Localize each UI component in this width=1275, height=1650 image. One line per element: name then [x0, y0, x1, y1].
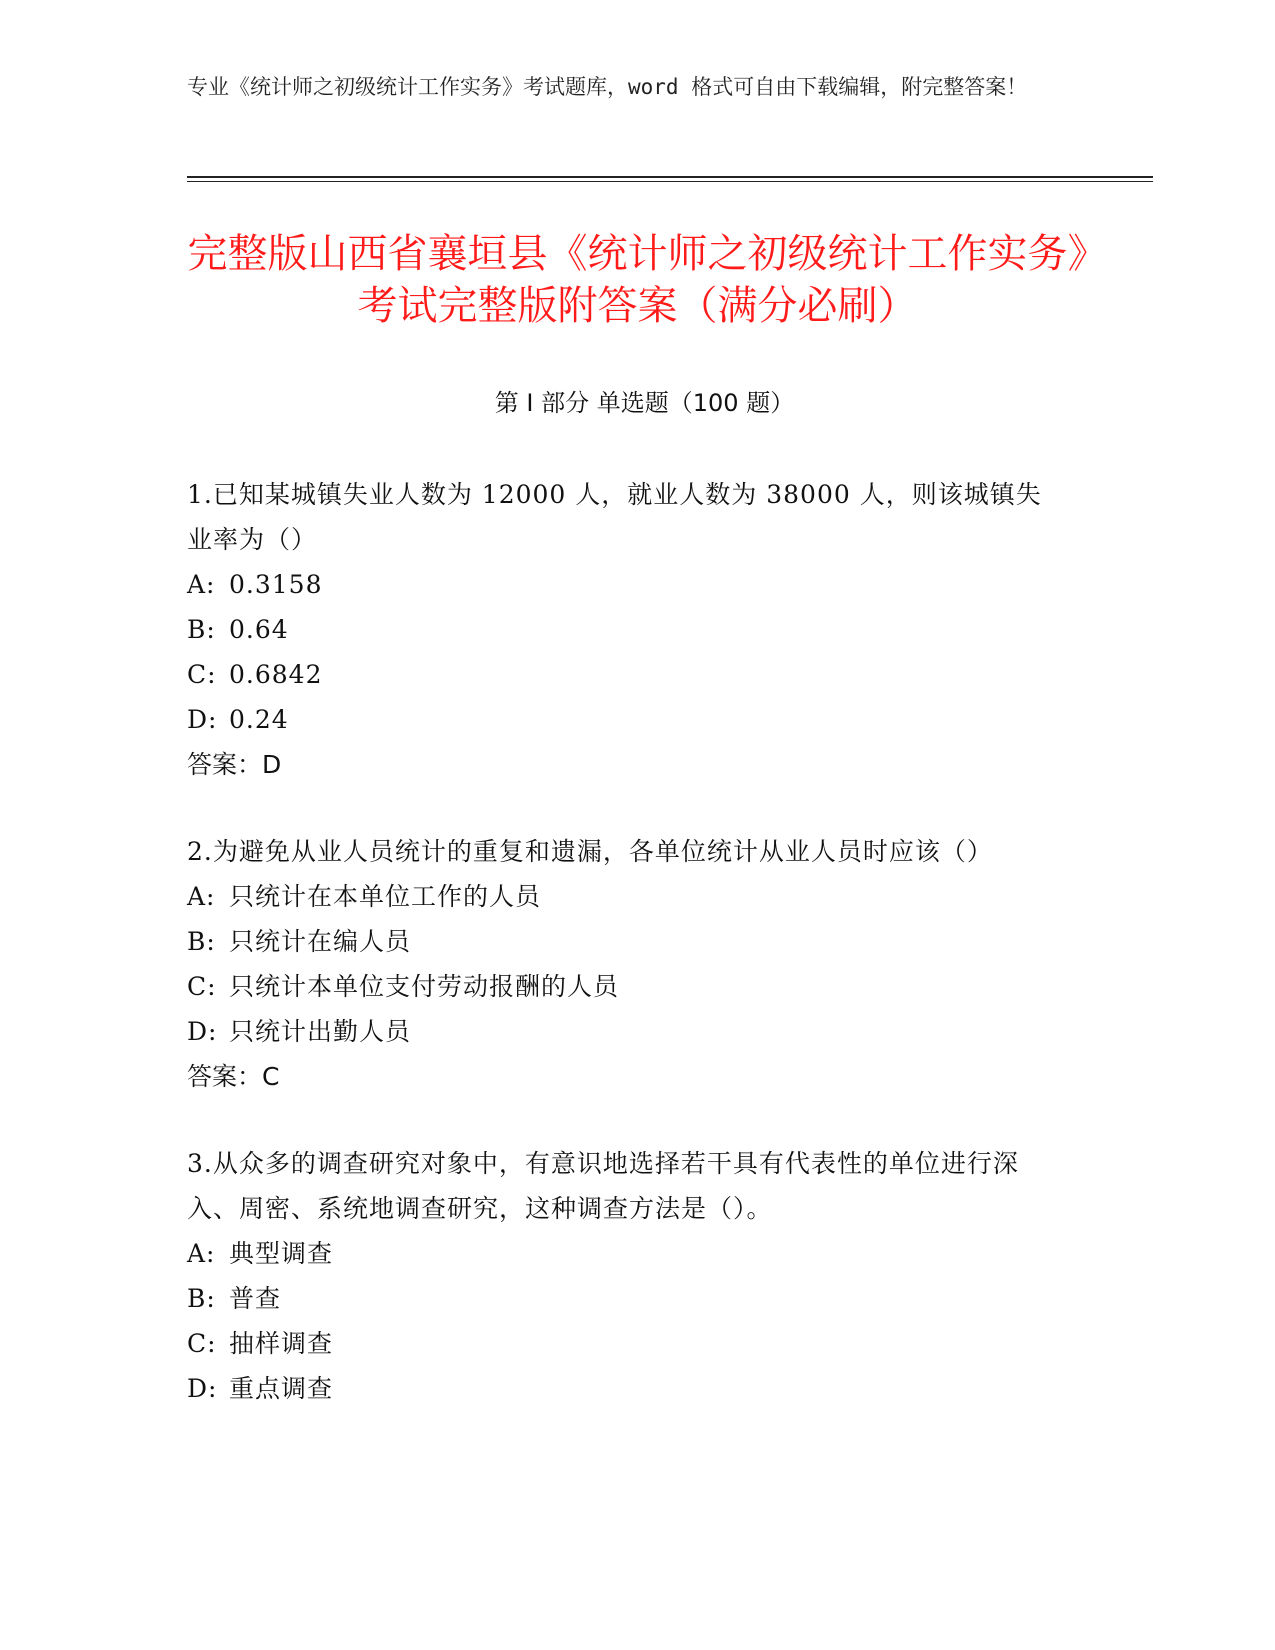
option-text: 只统计在编人员	[229, 927, 412, 956]
option-c	[187, 652, 1067, 697]
option-d	[187, 1009, 1067, 1054]
document-title: 完整版山西省襄垣县《统计师之初级统计工作实务》考试完整版附答案（满分必刷）	[187, 231, 1088, 329]
option-a	[187, 874, 1067, 919]
option-a	[187, 1231, 1067, 1276]
option-letter: A:	[187, 570, 216, 599]
option-letter: C:	[187, 660, 217, 689]
header-note: 专业《统计师之初级统计工作实务》考试题库，word 格式可自由下载编辑，附完整答案！	[187, 75, 1028, 99]
option-a	[187, 562, 1067, 607]
option-letter: C:	[187, 972, 217, 1001]
question-3	[187, 1141, 1067, 1411]
question-stem: 2.为避免从业人员统计的重复和遗漏，各单位统计从业人员时应该（）	[187, 837, 993, 866]
option-b	[187, 919, 1067, 964]
option-letter: D:	[187, 705, 218, 734]
option-text: 抽样调查	[229, 1329, 334, 1358]
question-2	[187, 829, 1067, 1099]
option-letter: B:	[187, 927, 216, 956]
question-stem: 3.从众多的调查研究对象中，有意识地选择若干具有代表性的单位进行深入、周密、系统地调查研究，这种调查方法是（）。	[187, 1149, 1019, 1223]
option-letter: A:	[187, 1239, 216, 1268]
option-d	[187, 697, 1067, 742]
question-1	[187, 472, 1067, 787]
option-text: 只统计出勤人员	[229, 1017, 412, 1046]
option-text: 0.24	[229, 705, 289, 734]
question-answer: 答案：C	[187, 1062, 280, 1091]
option-text: 普查	[229, 1284, 282, 1313]
question-answer: 答案：D	[187, 750, 282, 779]
option-letter: D:	[187, 1374, 218, 1403]
option-d	[187, 1366, 1067, 1411]
option-b	[187, 607, 1067, 652]
option-letter: B:	[187, 1284, 216, 1313]
option-text: 典型调查	[229, 1239, 334, 1268]
question-stem: 1.已知某城镇失业人数为 12000 人，就业人数为 38000 人，则该城镇失业率为（）	[187, 480, 1042, 554]
section-title: 第 I 部分 单选题（100 题）	[494, 389, 795, 417]
option-c	[187, 964, 1067, 1009]
option-letter: C:	[187, 1329, 217, 1358]
option-text: 0.6842	[229, 660, 323, 689]
option-text: 重点调查	[229, 1374, 334, 1403]
option-letter: A:	[187, 882, 216, 911]
option-text: 只统计在本单位工作的人员	[229, 882, 542, 911]
option-text: 0.64	[229, 615, 289, 644]
header-divider-bottom	[187, 181, 1153, 182]
option-c	[187, 1321, 1067, 1366]
option-b	[187, 1276, 1067, 1321]
option-letter: D:	[187, 1017, 218, 1046]
header-divider-top	[187, 176, 1153, 178]
option-text: 只统计本单位支付劳动报酬的人员	[229, 972, 620, 1001]
option-letter: B:	[187, 615, 216, 644]
question-list	[187, 472, 1067, 1453]
option-text: 0.3158	[229, 570, 323, 599]
